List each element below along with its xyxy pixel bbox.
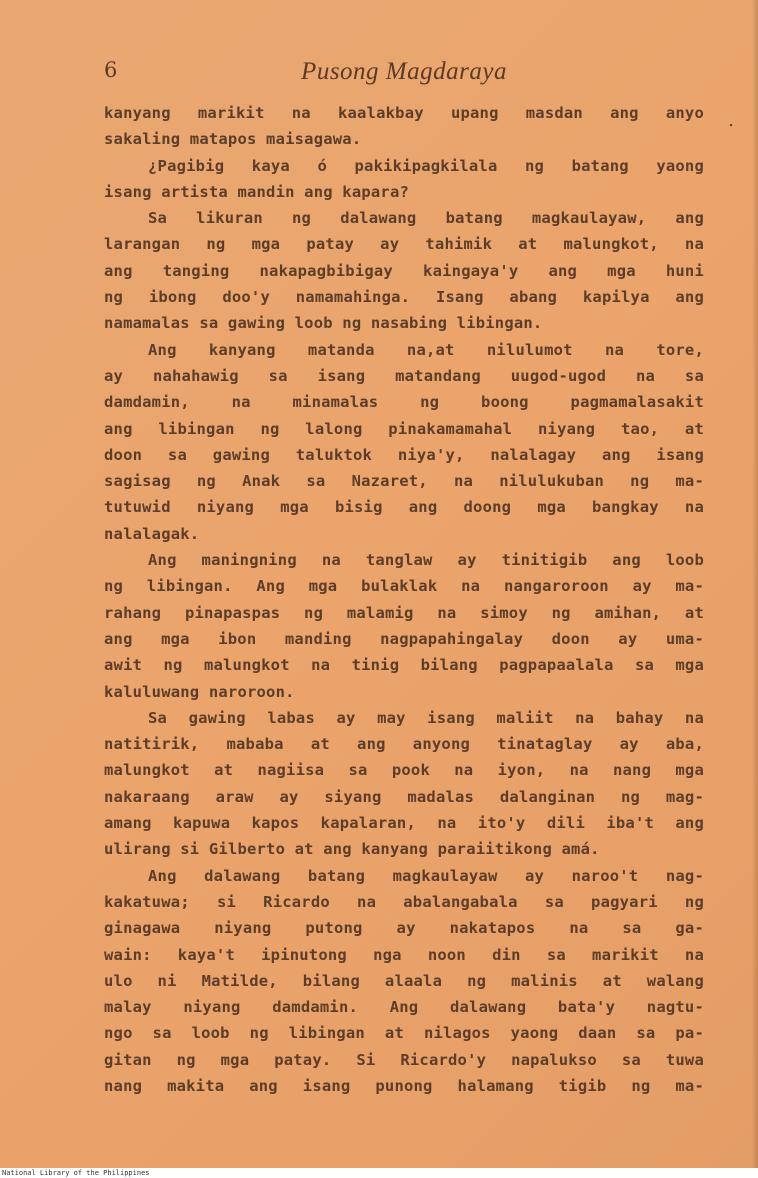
text-line: kaluluwang naroroon.	[104, 682, 295, 701]
text-line: amang kapuwa kapos kapalaran, na ito'y dili iba't ang	[104, 814, 704, 833]
text-line: ulo ni Matilde, bilang alaala ng malinis at walang	[104, 971, 704, 990]
text-line: larangan ng mga patay ay tahimik at malungkot, na	[104, 235, 704, 254]
text-line: damdamin, na minamalas ng boong pagmamalasakit	[104, 393, 704, 412]
text-line: kanyang marikit na kaalakbay upang masdan ang anyo	[104, 104, 704, 122]
footer-credit: National Library of the Philippines	[2, 1169, 150, 1177]
text-line: wain: kaya't ipinutong nga noon din sa marikit na	[104, 945, 704, 964]
text-line: ng libingan. Ang mga bulaklak na nangaroroon ay ma-	[104, 577, 704, 596]
text-line: malay niyang damdamin. Ang dalawang bata'y nagtu-	[104, 998, 704, 1017]
page-number: 6	[104, 58, 118, 82]
body-text	[104, 100, 704, 1099]
text-line: ang tanging nakapagbibigay kaingaya'y ang mga huni	[104, 261, 704, 280]
text-line: namamalas sa gawing loob ng nasabing libingan.	[104, 314, 543, 333]
text-line: ng ibong doo'y namamahinga. Isang abang kapilya ang	[104, 288, 704, 307]
text-line: sakaling matapos maisagawa.	[104, 130, 362, 149]
text-line: ngo sa loob ng libingan at nilagos yaong daan sa pa-	[104, 1024, 704, 1043]
running-title: Pusong Magdaraya	[301, 58, 507, 85]
text-line: gitan ng mga patay. Si Ricardo'y napalukso sa tuwa	[104, 1050, 704, 1069]
margin-mark: .	[728, 110, 734, 131]
text-line: doon sa gawing taluktok niya'y, nalalagay ang isang	[104, 445, 704, 464]
text-line: tutuwid niyang mga bisig ang doong mga bangkay na	[104, 498, 704, 517]
text-line: Ang kanyang matanda na,at nilulumot na tore,	[148, 340, 704, 359]
page-header	[104, 58, 704, 88]
text-line: nalalagak.	[104, 524, 200, 543]
text-line: ginagawa niyang putong ay nakatapos na sa ga-	[104, 919, 704, 938]
text-line: ay nahahawig sa isang matandang uugod-ugod na sa	[104, 366, 704, 385]
text-line: Sa gawing labas ay may isang maliit na bahay na	[148, 708, 704, 727]
text-line: malungkot at nagiisa sa pook na iyon, na nang mga	[104, 761, 704, 780]
text-line: nang makita ang isang punong halamang tigib ng ma-	[104, 1076, 704, 1095]
text-line: kakatuwa; si Ricardo na abalangabala sa pagyari ng	[104, 892, 704, 911]
text-line: natitirik, mababa at ang anyong tinataglay ay aba,	[104, 735, 704, 754]
text-line: ¿Pagibig kaya ó pakikipagkilala ng batang yaong	[148, 156, 704, 175]
text-line: Sa likuran ng dalawang batang magkaulayaw, ang	[148, 209, 704, 228]
text-line: ang mga ibon manding nagpapahingalay doon ay uma-	[104, 629, 704, 648]
text-line: sagisag ng Anak sa Nazaret, na nilulukuban ng ma-	[104, 472, 704, 491]
text-line: Ang dalawang batang magkaulayaw ay naroo't nag-	[148, 866, 704, 885]
text-line: isang artista mandin ang kapara?	[104, 182, 410, 201]
text-line: ulirang si Gilberto at ang kanyang paraiitikong amá.	[104, 840, 600, 859]
text-line: nakaraang araw ay siyang madalas dalanginan ng mag-	[104, 787, 704, 806]
text-line: ang libingan ng lalong pinakamamahal niyang tao, at	[104, 419, 704, 438]
text-line: Ang maningning na tanglaw ay tinitigib ang loob	[148, 551, 704, 570]
text-line: awit ng malungkot na tinig bilang pagpapaalala sa mga	[104, 656, 704, 675]
text-line: rahang pinapaspas ng malamig na simoy ng amihan, at	[104, 603, 704, 622]
